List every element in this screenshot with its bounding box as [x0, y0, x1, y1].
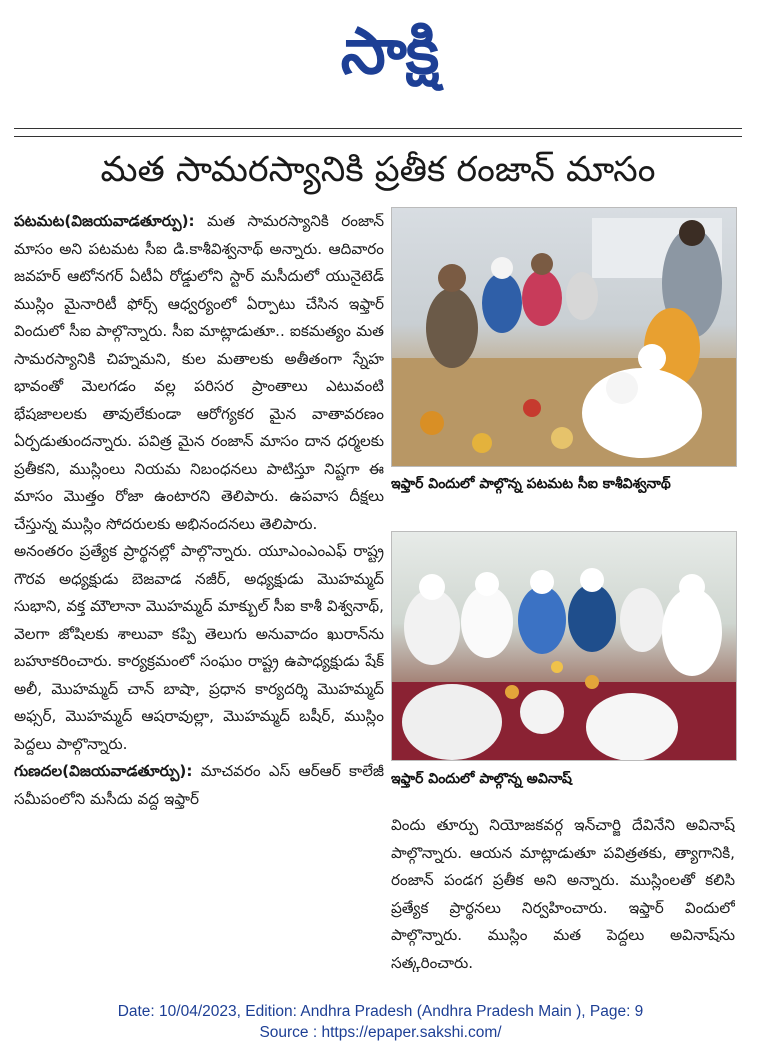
photo-caption-2: ఇఫ్తార్ విందులో పాల్గొన్న అవినాష్	[391, 771, 572, 787]
masthead	[0, 6, 761, 98]
footer-date-edition: Date: 10/04/2023, Edition: Andhra Pradesh (Andhra Pradesh Main ), Page: 9	[117, 1003, 644, 1020]
headline-rule-bottom	[14, 136, 742, 137]
paragraph-1-text: మత సామరస్యానికి రంజాన్ మాసం అని పటమట సీఐ డి.కాశీవిశ్వనాథ్ అన్నారు. ఆదివారం జవహర్ ఆటోనగర్ ఏటీఏ రోడ్డులోని స్టార్ మసీదులో యునైటెడ్ ముస్లిం మైనారిటీ ఫోర్స్ ఆధ్వర్యంలో ఏర్పాటు చేసిన ఇఫ్తార్ విందులో సీఐ పాల్గొన్నారు. సీఐ మాట్లాడుతూ.. ఐకమత్యం మత సామరస్యానికి చిహ్నమని, కుల మతాలకు అతీతంగా స్నేహ భావంతో మెలగడం వల్ల పరిసర ప్రాంతాలు ఎటువంటి భేషజాలలకు తావులేకుండా ఆరోగ్యకర మైన వాతావరణం ఏర్పడుతుందన్నారు. పవిత్ర మైన రంజాన్ మాసం దాన ధర్మలకు ప్రతీకని, ముస్లింలు నియమ నిబంధనలు పాటిస్తూ నిష్టగా ఈ మాసం మొత్తం రోజా ఉంటారని తెలిపారు. ఉపవాస దీక్షలు చేస్తున్న ముస్లిం సోదరులకు అభినందనలు తెలిపారు.	[14, 212, 384, 533]
photo-iftar-avinash	[391, 531, 737, 761]
photo-caption-1: ఇఫ్తార్ విందులో పాల్గొన్న పటమట సీఐ కాశీవిశ్వనాథ్	[391, 476, 671, 492]
article-headline: మత సామరస్యానికి ప్రతీక రంజాన్ మాసం	[100, 150, 656, 190]
article-body-right: విందు తూర్పు నియోజకవర్గ ఇన్‌చార్జి దేవినేని అవినాష్ పాల్గొన్నారు. ఆయన మాట్లాడుతూ పవిత్రతకు, త్యాగానికి, రంజాన్ పండగ ప్రతీక అని అన్నారు. ముస్లింలతో కలిసి ప్రత్యేక ప్రార్థనలు నిర్వహించారు. ఇఫ్తార్ విందులో పాల్గొన్నారు. ముస్లిం మత పెద్దలు అవినాష్‌ను సత్కరించారు.	[391, 816, 735, 972]
dateline-gunadala: గుణదల(విజయవాడతూర్పు):	[14, 762, 193, 780]
paragraph-1	[14, 208, 384, 538]
page-footer	[0, 1001, 761, 1043]
dateline-patamata: పటమట(విజయవాడతూర్పు):	[14, 212, 195, 230]
photo-iftar-ci	[391, 207, 737, 467]
headline-rule-top	[14, 128, 742, 129]
sakshi-logo: సాక్షి	[340, 15, 439, 89]
paragraph-2: అనంతరం ప్రత్యేక ప్రార్థనల్లో పాల్గొన్నారు. యూఎంఎంఎఫ్ రాష్ట్ర గౌరవ అధ్యక్షుడు బెజవాడ నజీర్, అధ్యక్షుడు మొహమ్మద్ సుభాని, వక్త మౌలానా మొహమ్మద్ మాక్బుల్ సీఐ కాశీ విశ్వనాథ్, వెలగా జోషిలకు శాలువా కప్పి తెలుగు అనువాదం ఖురాన్‌ను బహూకరించారు. కార్యక్రమంలో సంఘం రాష్ట్ర ఉపాధ్యక్షుడు షేక్ అలీ, మొహమ్మద్ చాన్ బాషా, ప్రధాన కార్యదర్శి మొహమ్మద్ అఫ్సర్, మొహమ్మద్ ఆషరావుల్లా, మొహమ్మద్ బషీర్, ముస్లిం పెద్దలు పాల్గొన్నారు.	[14, 542, 384, 753]
footer-source: Source : https://epaper.sakshi.com/	[259, 1024, 502, 1041]
paragraph-3-text: మాచవరం ఎస్ ఆర్ఆర్ కాలేజీ సమీపంలోని మసీదు వద్ద ఇఫ్తార్	[14, 762, 384, 808]
article-body-left	[14, 208, 384, 968]
paragraph-3	[14, 758, 384, 813]
